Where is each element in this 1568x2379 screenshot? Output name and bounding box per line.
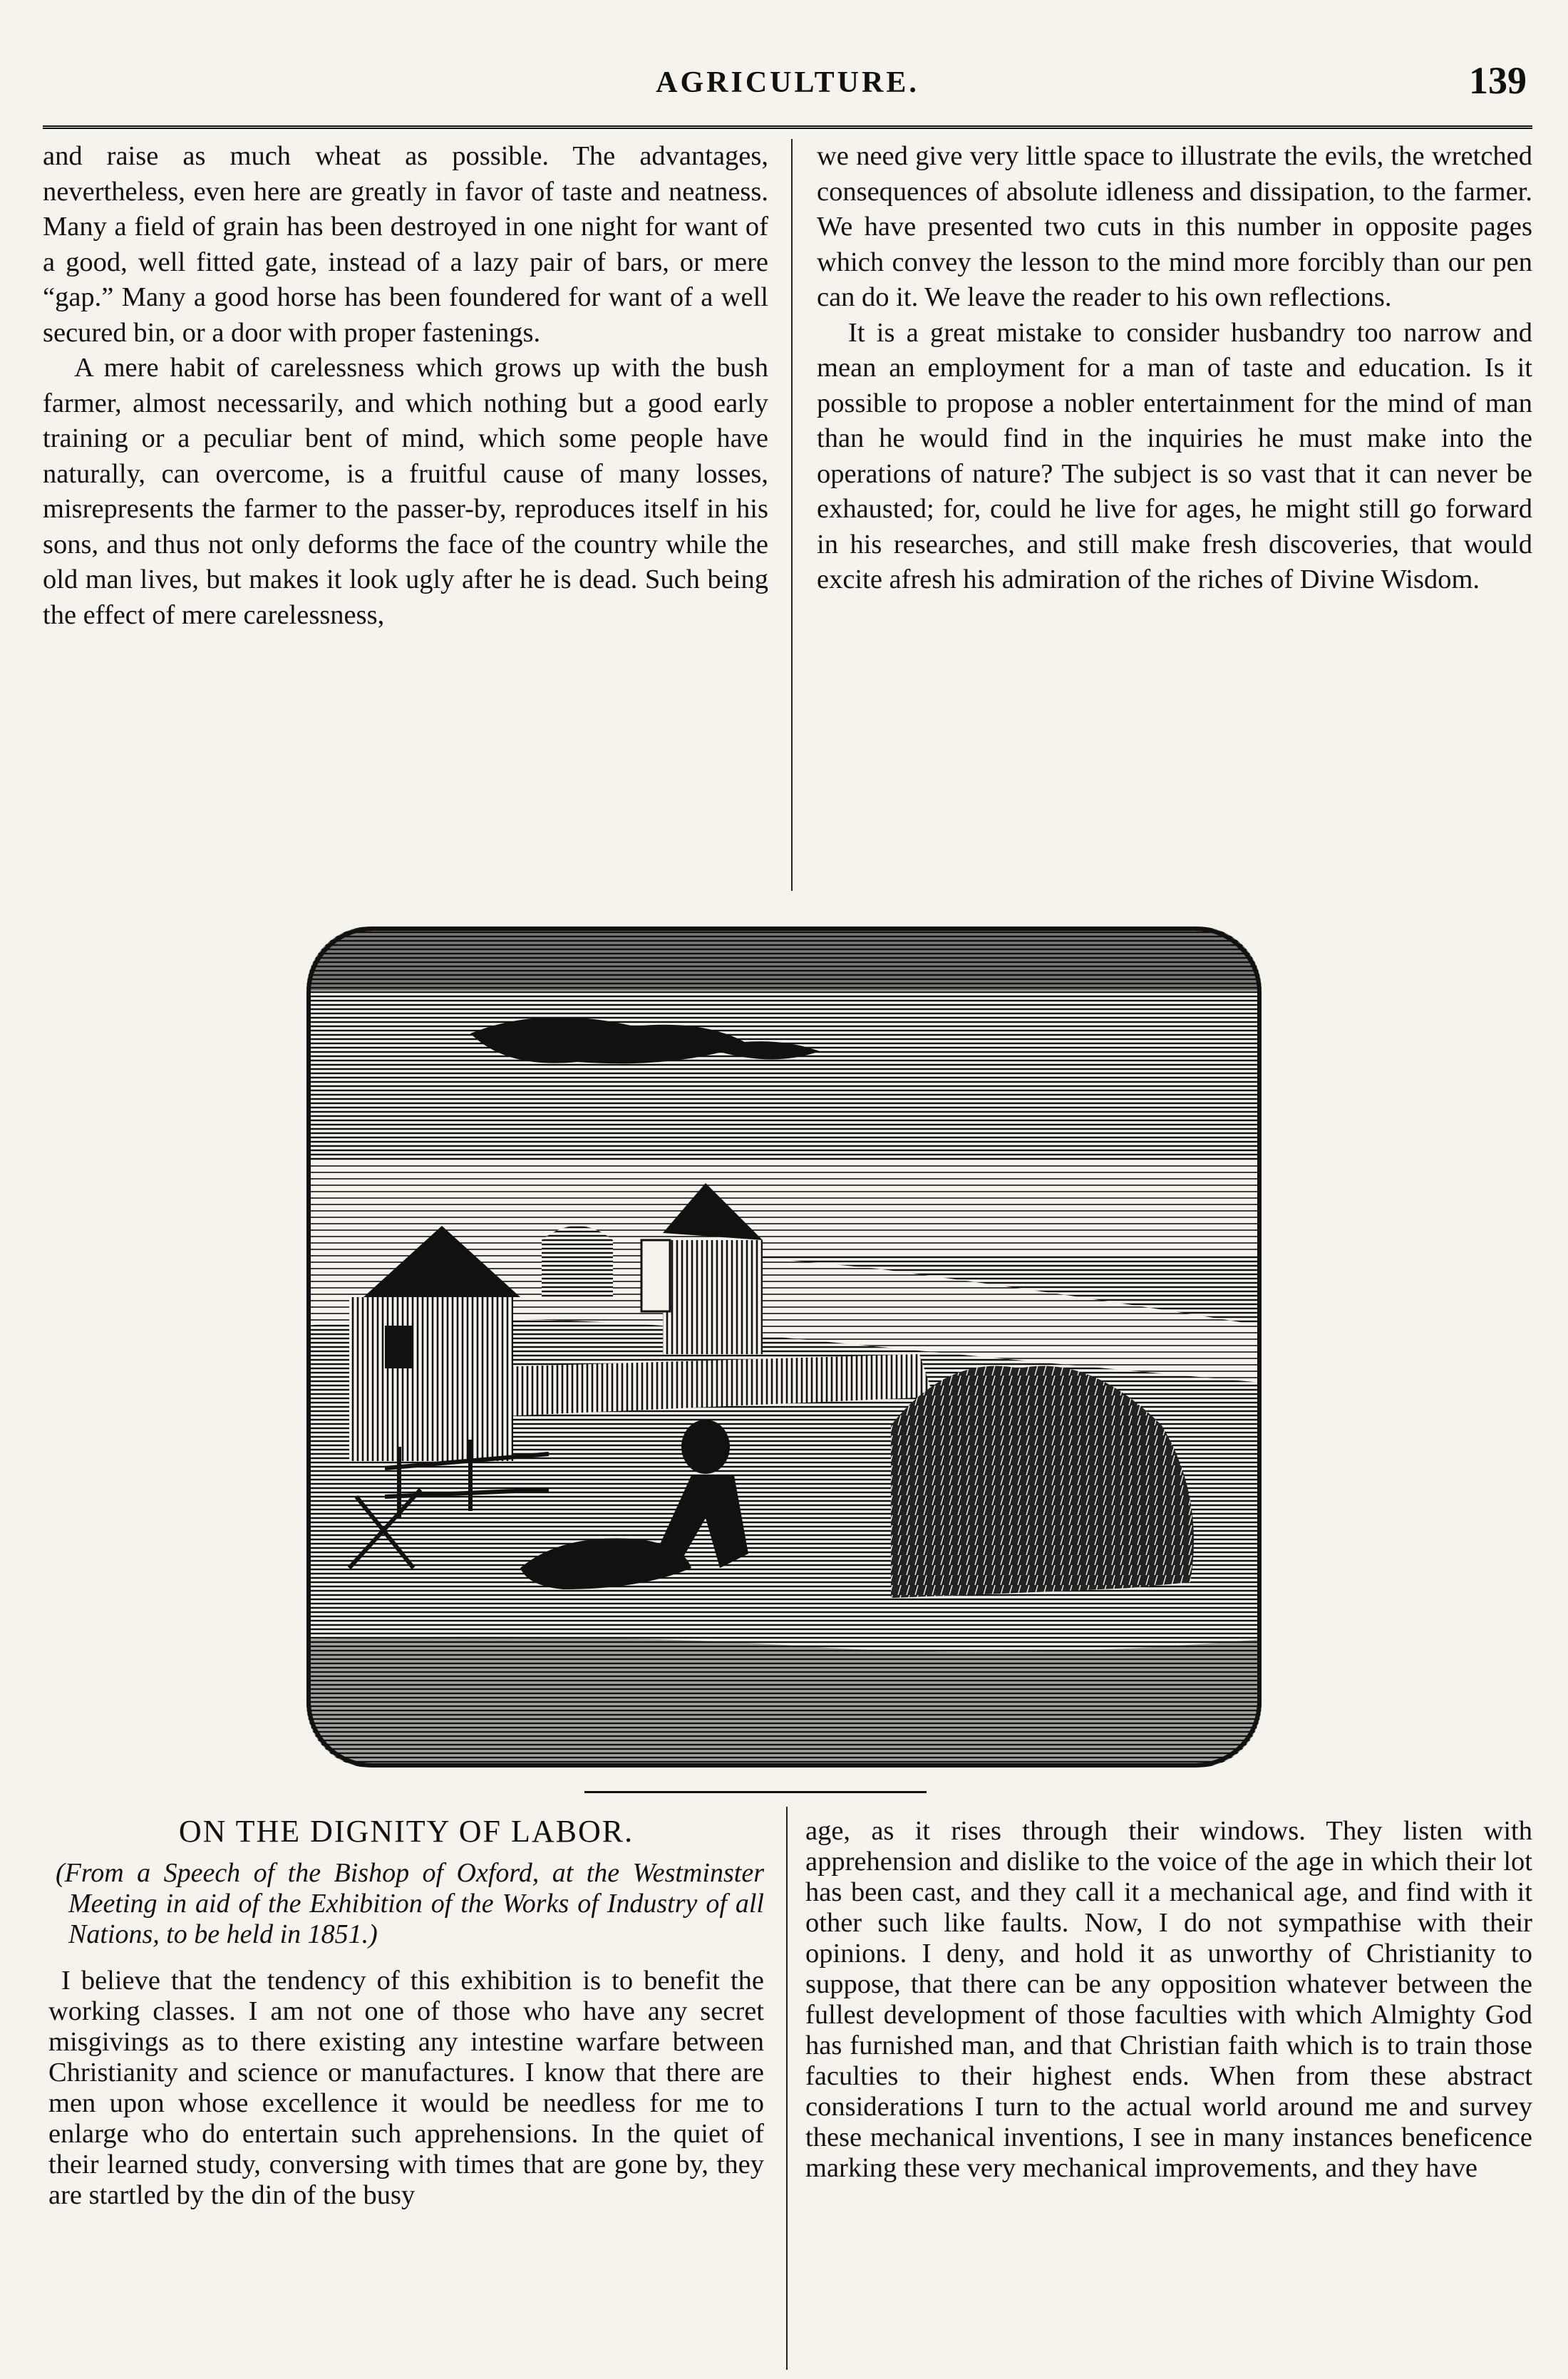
column-divider [786,1807,788,2370]
page-number: 139 [1469,59,1527,102]
article-right-column [805,1816,1532,2184]
top-left-column [43,139,768,633]
section-title: AGRICULTURE. [656,66,919,99]
woodcut-illustration [306,927,1262,1768]
top-right-column [817,139,1532,598]
paragraph: we need give very little space to illustrate the evils, the wretched consequences of absolute idleness and dissipation, to the farmer. We have presented two cuts in this number in opposite pages which convey the lesson to the mind more forcibly than our pen can do it. We leave the reader to his own reflections. [817,141,1532,312]
article-source-note: (From a Speech of the Bishop of Oxford, at the Westminster Meeting in aid of the Exhibition of the Works of Industry of all Nations, to be held in 1851.) [56,1858,764,1949]
farm-scene-engraving [306,927,1262,1768]
running-head [43,59,1532,108]
paragraph: age, as it rises through their windows. They listen with apprehension and dislike to the voice of the age in which their lot has been cast, and they call it a mechanical age, and find with it other such like faults. Now, I do not sympathise with their opinions. I deny, and hold it as unworthy of Christianity to suppose, that there can be any opposition whatever between the fullest development of those faculties with which Almighty God has furnished man, and that Christian faith which is to train those faculties to their highest ends. When from these abstract considerations I turn to the actual world around me and survey these mechanical inventions, I see in many instances beneficence marking these very mechanical improvements, and they have [805,1816,1532,2183]
header-rule [43,125,1532,129]
paragraph: I believe that the tendency of this exhibition is to benefit the working classes. I am not one of those who have any secret misgivings as to there existing any intestine warfare between Christianity and science or manufactures. I know that there are men upon whose excellence it would be needless for me to enlarge who do entertain such apprehensions. In the quiet of their learned study, conversing with times that are gone by, they are startled by the din of the busy [48,1966,764,2210]
paragraph: It is a great mistake to consider husbandry too narrow and mean an employment for a man of taste and education. Is it possible to propose a nobler entertainment for the mind of man than he would find in the inquiries he must make into the operations of nature? The subject is so vast that it can never be exhausted; for, could he live for ages, he might still go forward in his researches, and still make fresh discoveries, that would excite afresh his admiration of the riches of Divine Wisdom. [817,317,1532,594]
section-rule [584,1791,927,1793]
paragraph: A mere habit of carelessness which grows up with the bush farmer, almost necessarily, and which nothing but a good early training or a peculiar bent of mind, which some people have naturally, can overcome, is a fruitful cause of many losses, misrepresents the farmer to the passer-by, reproduces itself in his sons, and thus not only deforms the face of the country while the old man lives, but makes it look ugly after he is dead. Such being the effect of mere carelessness, [43,353,768,630]
paragraph: and raise as much wheat as possible. The advantages, nevertheless, even here are greatly in favor of taste and neatness. Many a field of grain has been destroyed in one night for want of a good, well fitted gate, instead of a lazy pair of bars, or mere “gap.” Many a good horse has been foundered for want of a well secured bin, or a door with proper fastenings. [43,141,768,348]
article-left-column [48,1816,764,2211]
column-divider [791,139,793,891]
article-headline: ON THE DIGNITY OF LABOR. [178,1814,634,1849]
